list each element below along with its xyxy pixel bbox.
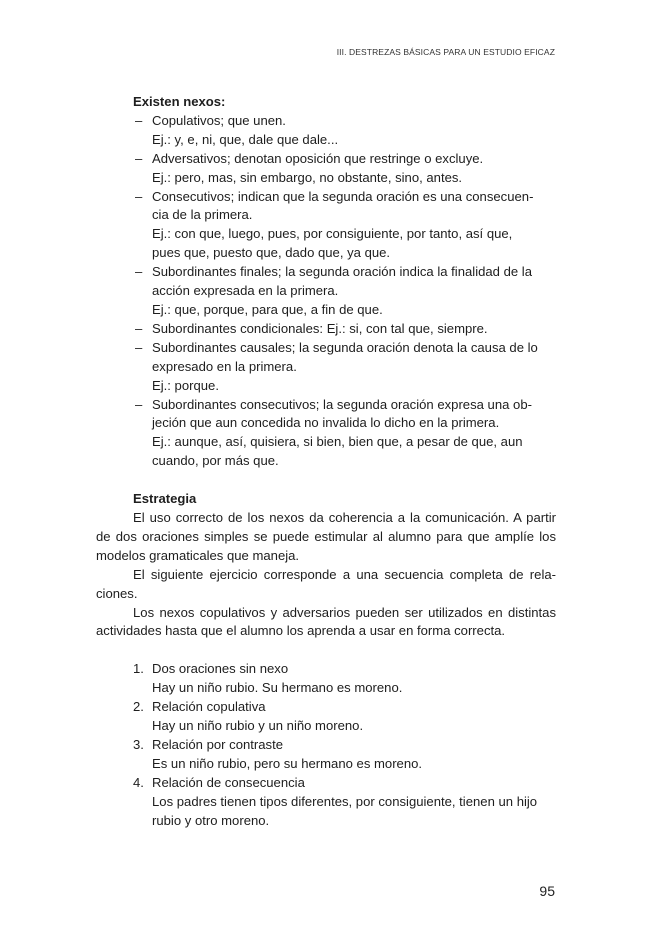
list-item [96, 188, 556, 264]
item-example: Ej.: y, e, ni, que, dale que dale... [152, 131, 339, 147]
item-example: Ej.: aunque, así, quisiera, si bien, bien que, a pesar de que, aun [152, 434, 523, 450]
dash-bullet: – [135, 264, 143, 280]
item-line: jeción que aun concedida no invalida lo dicho en la primera. [152, 415, 500, 431]
dash-bullet: – [135, 188, 143, 204]
item-example: pues que, puesto que, dado que, ya que. [152, 245, 391, 261]
numbered-item [96, 698, 556, 736]
item-example: Ej.: que, porque, para que, a fin de que. [152, 301, 383, 317]
item-example: Ej.: pero, mas, sin embargo, no obstante, sino, antes. [152, 169, 463, 185]
numbered-item [96, 660, 556, 698]
item-number: 1. [133, 661, 144, 677]
numbered-item-example: rubio y otro moreno. [152, 812, 270, 828]
list-item [96, 263, 556, 320]
section-spacer [96, 641, 556, 660]
page-content [96, 93, 556, 831]
estrategia-heading: Estrategia [133, 491, 197, 507]
item-number: 4. [133, 774, 144, 790]
item-example: Ej.: con que, luego, pues, por consiguiente, por tanto, así que, [152, 226, 513, 242]
item-line: Subordinantes finales; la segunda oración indica la finalidad de la [152, 264, 532, 280]
numbered-item-example: Hay un niño rubio. Su hermano es moreno. [152, 680, 403, 696]
numbered-item [96, 774, 556, 831]
item-line: Copulativos; que unen. [152, 112, 286, 128]
item-line: Subordinantes condicionales: Ej.: si, con tal que, siempre. [152, 320, 488, 336]
list-item [96, 339, 556, 396]
item-line: Adversativos; denotan oposición que restringe o excluye. [152, 150, 484, 166]
list-item [96, 150, 556, 188]
item-line: acción expresada en la primera. [152, 283, 339, 299]
item-line: cia de la primera. [152, 207, 253, 223]
list-item [96, 320, 556, 339]
dash-bullet: – [135, 396, 143, 412]
item-line: Subordinantes causales; la segunda oración denota la causa de lo [152, 339, 538, 355]
item-line: Subordinantes consecutivos; la segunda oración expresa una ob- [152, 396, 532, 412]
list-item [96, 112, 556, 150]
numbered-item-title: Dos oraciones sin nexo [152, 661, 289, 677]
item-number: 3. [133, 737, 144, 752]
running-header: III. DESTREZAS BÁSICAS PARA UN ESTUDIO EFICAZ [336, 47, 555, 57]
numbered-item-example: Es un niño rubio, pero su hermano es moreno. [152, 755, 423, 771]
paragraph: Los nexos copulativos y adversarios pueden ser utilizados en distintas actividades hasta que el alumno los aprenda a usar en forma correcta. [96, 604, 556, 639]
section-spacer [96, 471, 556, 490]
numbered-item [96, 736, 556, 774]
numbered-item-title: Relación por contraste [152, 737, 284, 752]
dash-bullet: – [135, 339, 143, 355]
paragraph: El uso correcto de los nexos da coherencia a la comunicación. A partir de dos oraciones simples se puede estimular al alumno para que amplíe los modelos gramaticales que maneja. [96, 510, 556, 563]
dash-bullet: – [135, 320, 143, 336]
numbered-item-example: Hay un niño rubio y un niño moreno. [152, 718, 364, 734]
numbered-item-example: Los padres tienen tipos diferentes, por consiguiente, tienen un hijo [152, 793, 538, 809]
item-line: Consecutivos; indican que la segunda oración es una consecuen- [152, 188, 534, 204]
item-number: 2. [133, 699, 144, 715]
list-item [96, 396, 556, 472]
nexos-heading: Existen nexos: [133, 94, 226, 109]
dash-bullet: – [135, 112, 143, 128]
item-line: expresado en la primera. [152, 358, 297, 374]
item-example: cuando, por más que. [152, 453, 279, 469]
paragraph: El siguiente ejercicio corresponde a una secuencia completa de rela- ciones. [96, 566, 556, 601]
item-example: Ej.: porque. [152, 377, 219, 393]
numbered-item-title: Relación de consecuencia [152, 774, 305, 790]
numbered-item-title: Relación copulativa [152, 699, 266, 715]
dash-bullet: – [135, 150, 143, 166]
page-number: 95 [539, 883, 555, 899]
